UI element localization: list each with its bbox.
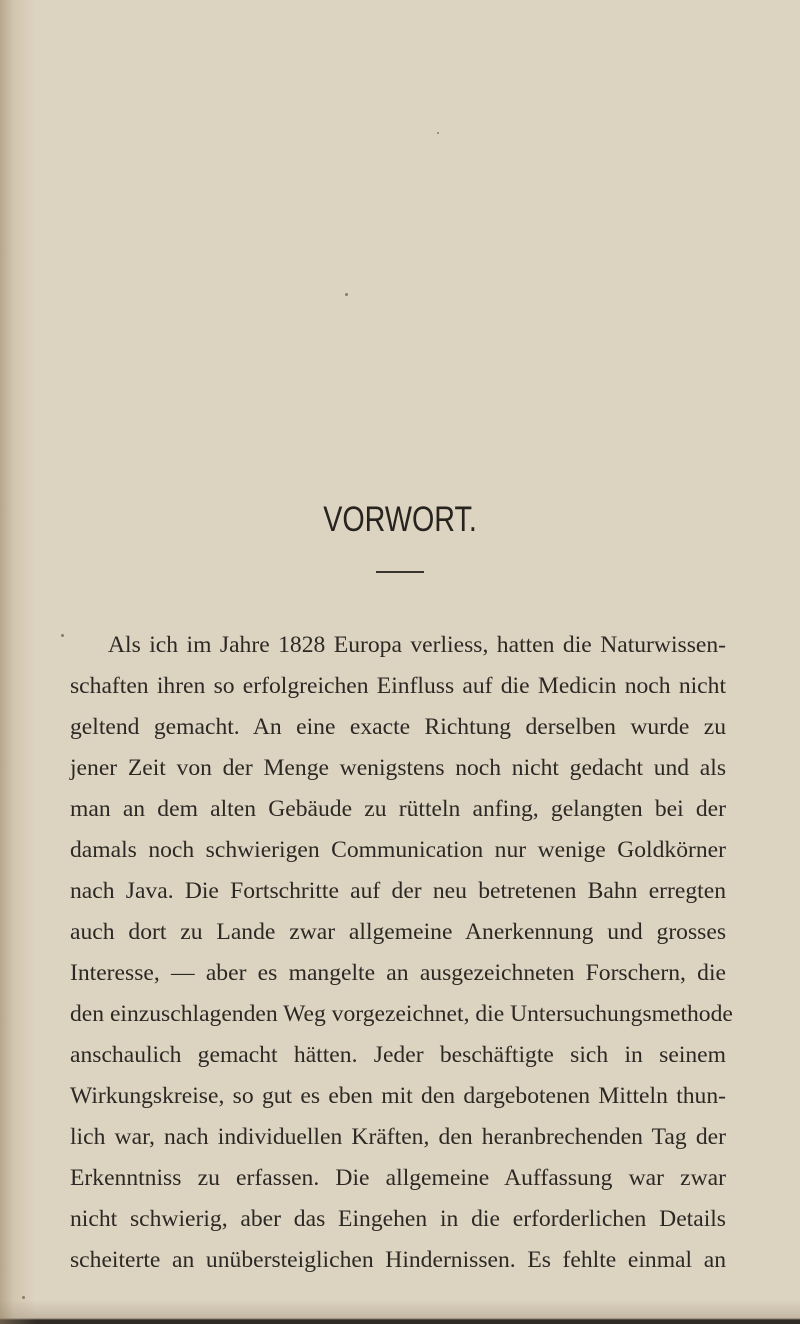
text-line: Als ich im Jahre 1828 Europa verliess, hatten die Naturwissen-	[108, 632, 726, 658]
text-line: Erkenntniss zu erfassen. Die allgemeine Auffassung war zwar	[70, 1165, 726, 1191]
text-line: man an dem alten Gebäude zu rütteln anfing, gelangten bei der	[70, 796, 726, 822]
paper-speck	[437, 132, 439, 134]
paper-speck	[22, 1296, 25, 1299]
text-line: Interesse, — aber es mangelte an ausgezeichneten Forschern, die	[70, 960, 726, 986]
text-line: scheiterte an unübersteiglichen Hindernissen. Es fehlte einmal an	[70, 1247, 726, 1273]
text-line: nach Java. Die Fortschritte auf der neu betretenen Bahn erregten	[70, 878, 726, 904]
heading-divider	[376, 571, 424, 573]
page-heading: VORWORT.	[323, 500, 477, 539]
text-line: jener Zeit von der Menge wenigstens noch nicht gedacht und als	[70, 755, 726, 781]
text-line: Wirkungskreise, so gut es eben mit den dargebotenen Mitteln thun-	[70, 1083, 726, 1109]
text-line: auch dort zu Lande zwar allgemeine Anerkennung und grosses	[70, 919, 726, 945]
text-line: den einzuschlagenden Weg vorgezeichnet, die Untersuchungsmethode	[70, 1001, 733, 1027]
text-line: lich war, nach individuellen Kräften, den heranbrechenden Tag der	[70, 1124, 726, 1150]
text-line: nicht schwierig, aber das Eingehen in die erforderlichen Details	[70, 1206, 726, 1232]
text-line: anschaulich gemacht hätten. Jeder beschäftigte sich in seinem	[70, 1042, 726, 1068]
paper-speck	[345, 293, 348, 296]
text-line: geltend gemacht. An eine exacte Richtung derselben wurde zu	[70, 714, 726, 740]
text-line: damals noch schwierigen Communication nur wenige Goldkörner	[70, 837, 726, 863]
paper-speck	[61, 634, 64, 637]
text-line: schaften ihren so erfolgreichen Einfluss auf die Medicin noch nicht	[70, 673, 726, 699]
